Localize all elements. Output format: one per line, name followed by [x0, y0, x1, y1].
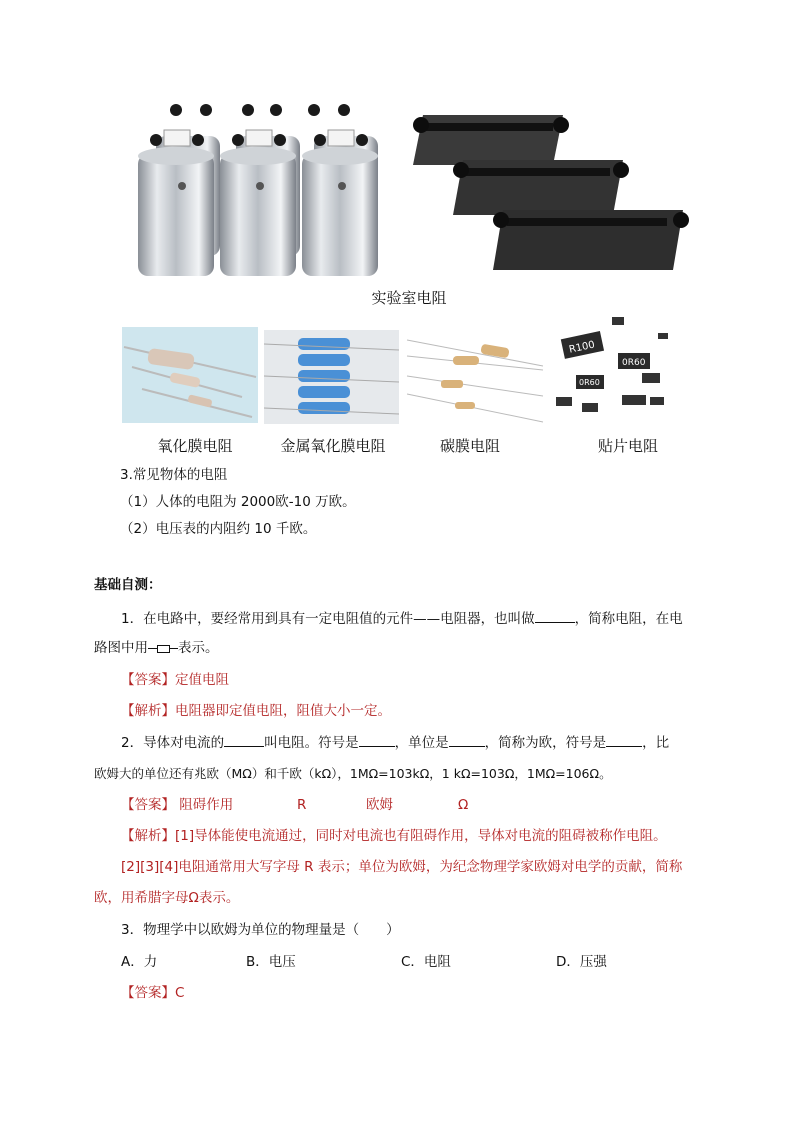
common-resistance-heading: 3.常见物体的电阻 — [120, 467, 228, 483]
q2-analysis-1 — [121, 827, 667, 845]
q1-line-1 — [121, 610, 683, 628]
q2-blank-1 — [224, 734, 264, 747]
resistor-type-metal-oxide: 金属氧化膜电阻 — [280, 437, 386, 455]
q1-analysis-tag: 【解析】 — [121, 703, 175, 719]
q1-answer-text: 定值电阻 — [175, 672, 229, 688]
common-resistance-item-2: （2）电压表的内阻约 10 千欧。 — [120, 521, 317, 537]
carbon-film-resistor-photo — [405, 330, 545, 426]
q2-blank-3 — [449, 734, 485, 747]
q1-line-2 — [94, 639, 219, 657]
common-resistance-item-1: （1）人体的电阻为 2000欧-10 万欧。 — [120, 494, 356, 510]
q2-analysis-text-1: [1]导体能使电流通过，同时对电流也有阻碍作用，导体对电流的阻碍被称作电阻。 — [175, 828, 667, 844]
lab-resistance-box-photo — [136, 96, 394, 278]
q2-analysis-tag: 【解析】 — [121, 828, 175, 844]
q2-text-a4: ，简称为欧，符号是 — [484, 735, 607, 751]
q2-answer-tag: 【答案】 — [121, 797, 175, 813]
q3-option-a: A．力 — [121, 954, 158, 970]
q2-text-a1: 2．导体对电流的 — [121, 735, 225, 751]
q2-line-2: 欧姆大的单位还有兆欧（MΩ）和千欧（kΩ），1MΩ=103kΩ，1 kΩ=103Ω，1MΩ=106Ω。 — [94, 766, 612, 781]
q1-analysis-text: 电阻器即定值电阻，阻值大小一定。 — [175, 703, 391, 719]
chip-label-0: R100 — [568, 339, 596, 356]
chip-label-2: 0R60 — [579, 378, 600, 387]
q1-blank — [535, 610, 575, 623]
q2-text-a2: 叫电阻。符号是 — [264, 735, 359, 751]
q1-text-a: 1．在电路中，要经常用到具有一定电阻值的元件——电阻器，也叫做 — [121, 611, 535, 627]
q2-answer-4: Ω — [458, 797, 469, 813]
q1-analysis — [121, 702, 391, 720]
q2-text-a3: ，单位是 — [394, 735, 449, 751]
q1-answer-tag: 【答案】 — [121, 672, 175, 688]
q3-answer-tag: 【答案】 — [121, 985, 175, 1001]
lab-resistor-caption: 实验室电阻 — [371, 289, 447, 307]
q3-stem: 3．物理学中以欧姆为单位的物理量是（ ） — [121, 922, 400, 938]
q2-answer-1: 阻碍作用 — [179, 797, 234, 813]
q3-option-d: D．压强 — [556, 954, 607, 970]
resistor-type-oxide: 氧化膜电阻 — [157, 437, 233, 455]
q3-answer-text: C — [175, 985, 185, 1001]
q3-option-b: B．电压 — [246, 954, 296, 970]
chip-label-1: 0R60 — [622, 358, 646, 368]
q2-analysis-2: [2][3][4]电阻通常用大写字母 R 表示；单位为欧姆，为纪念物理学家欧姆对电学的贡献，简称 — [121, 859, 683, 875]
resistor-type-smd: 贴片电阻 — [597, 437, 658, 455]
resistor-type-carbon: 碳膜电阻 — [439, 437, 500, 455]
q2-blank-2 — [359, 734, 395, 747]
q1-text-c2: 表示。 — [178, 640, 219, 656]
q2-blank-4 — [606, 734, 642, 747]
q3-option-c: C．电阻 — [401, 954, 451, 970]
oxide-film-resistor-photo — [122, 327, 258, 423]
q2-text-a5: ，比 — [642, 735, 670, 751]
metal-oxide-resistor-photo — [264, 330, 399, 424]
q2-answer-2: R — [297, 797, 307, 813]
q2-line-1 — [121, 734, 669, 752]
q2-analysis-3: 欧，用希腊字母Ω表示。 — [94, 890, 240, 906]
section-title: 基础自测： — [94, 577, 162, 593]
q3-answer — [121, 984, 184, 1002]
resistor-symbol-icon — [148, 643, 178, 653]
q2-answer-3: 欧姆 — [366, 797, 393, 813]
slide-rheostat-photo — [403, 105, 695, 277]
q1-text-b: ，简称电阻，在电 — [574, 611, 683, 627]
smd-resistor-photo — [552, 313, 674, 423]
q2-answer — [121, 796, 469, 814]
q1-text-c1: 路图中用 — [94, 640, 148, 656]
q1-answer — [121, 671, 229, 689]
